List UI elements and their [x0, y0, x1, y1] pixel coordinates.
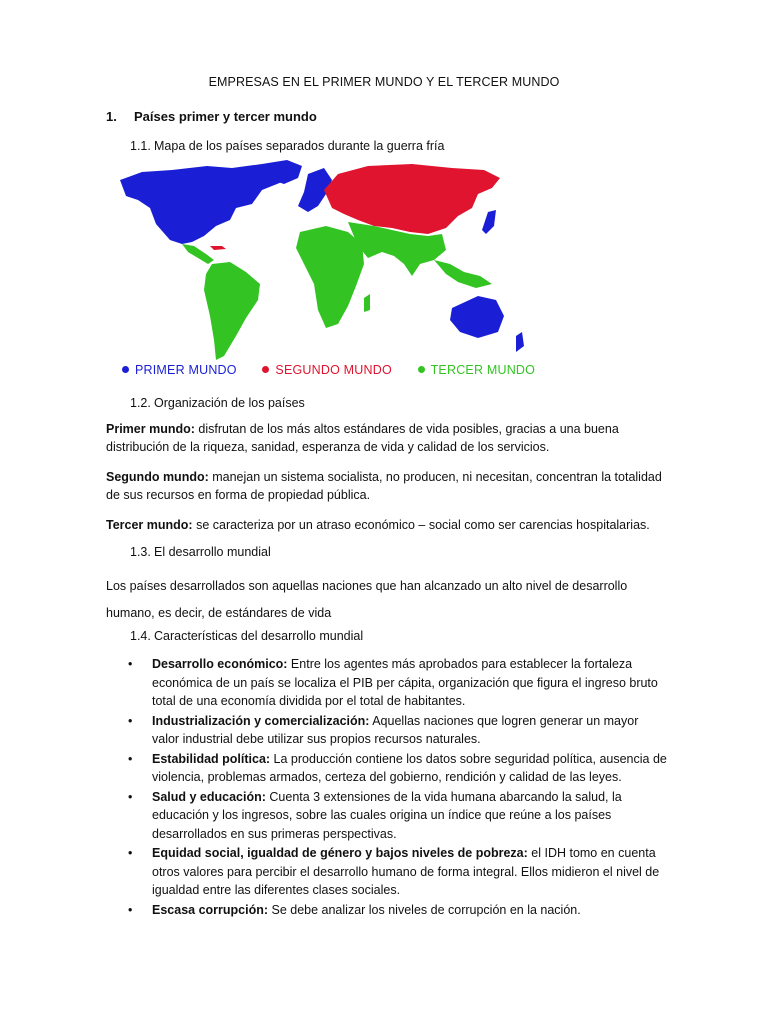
list-item	[128, 844, 668, 900]
subsection-heading-1-3	[130, 545, 271, 559]
legend-item-primer	[122, 363, 237, 377]
subsection-number: 1.2.	[130, 396, 151, 410]
document-title: EMPRESAS EN EL PRIMER MUNDO Y EL TERCER MUNDO	[208, 75, 560, 89]
bullet-text: La producción contiene los datos sobre seguridad política, ausencia de violencia, problemas armados, certeza del gobierno, rendición y calidad de las leyes.	[152, 751, 667, 784]
world-map	[112, 160, 532, 365]
bullet-text: Cuenta 3 extensiones de la vida humana abarcando la salud, la educación y los ingresos, sobre las cuales origina un índice que reúne a los países desarrollados en sus primeras perspectivas.	[152, 789, 622, 841]
japan-region	[482, 210, 496, 234]
legend-label: PRIMER MUNDO	[135, 363, 237, 377]
bullet-text: Se debe analizar los niveles de corrupción en la nación.	[268, 902, 581, 917]
subsection-number: 1.1.	[130, 139, 151, 153]
paragraph-primer-mundo	[106, 420, 666, 456]
definition-text: disfrutan de los más altos estándares de vida posibles, gracias a una buena distribución de la riqueza, sanidad, esperanza de vida y calidad de los servicios.	[106, 422, 619, 454]
term-segundo-mundo: Segundo mundo:	[106, 470, 209, 484]
south-america-region	[204, 262, 260, 360]
legend-dot-red	[262, 366, 269, 373]
legend-label: TERCER MUNDO	[430, 363, 536, 377]
cuba-region	[210, 246, 226, 250]
bullet-icon: •	[128, 789, 133, 804]
paragraph-tercer-mundo	[106, 516, 666, 534]
paragraph-desarrollo: Los países desarrollados son aquellas naciones que han alcanzado un alto nivel de desarrollo humano, es decir, de estándares de vida	[106, 579, 628, 620]
legend-item-tercer	[418, 363, 535, 377]
subsection-label: Características del desarrollo mundial	[154, 629, 364, 643]
paragraph-segundo-mundo	[106, 468, 666, 504]
term-tercer-mundo: Tercer mundo:	[106, 518, 193, 532]
australia-region	[450, 296, 504, 338]
bullet-icon: •	[128, 902, 133, 917]
new-zealand-region	[516, 332, 524, 352]
madagascar-region	[364, 294, 370, 312]
list-item	[128, 655, 668, 711]
definition-text: manejan un sistema socialista, no producen, ni necesitan, concentran la totalidad de sus recursos en forma de propiedad pública.	[106, 470, 662, 502]
subsection-label: Organización de los países	[154, 396, 305, 410]
section-number: 1.	[106, 109, 117, 124]
subsection-label: El desarrollo mundial	[154, 545, 271, 559]
southeast-asia-region	[434, 260, 492, 288]
central-america-region	[182, 244, 214, 264]
list-item	[128, 750, 668, 787]
legend-item-segundo	[262, 363, 392, 377]
subsection-number: 1.3.	[130, 545, 151, 559]
bullet-term: Equidad social, igualdad de género y bajos niveles de pobreza:	[152, 846, 528, 860]
north-america-region	[120, 164, 290, 244]
subsection-heading-1-4	[130, 629, 363, 643]
bullet-icon: •	[128, 751, 133, 766]
definition-text: se caracteriza por un atraso económico – social como ser carencias hospitalarias.	[192, 518, 650, 532]
list-item	[128, 901, 668, 920]
subsection-heading-1-1	[130, 139, 444, 153]
bullet-term: Industrialización y comercialización:	[152, 713, 370, 728]
section-label: Países primer y tercer mundo	[134, 109, 317, 124]
bullet-icon: •	[128, 713, 133, 728]
subsection-label: Mapa de los países separados durante la guerra fría	[154, 139, 445, 153]
list-item	[128, 712, 668, 749]
bullet-text: Aquellas naciones que logren generar un mayor valor industrial debe utilizar sus propios recursos naturales.	[152, 713, 639, 746]
map-legend	[122, 363, 557, 377]
legend-dot-green	[418, 366, 425, 373]
subsection-number: 1.4.	[130, 629, 151, 643]
africa-region	[296, 226, 364, 328]
list-item	[128, 788, 668, 844]
bullet-text: el IDH tomo en cuenta otros valores para percibir el desarrollo humano de forma integral. Ellos midieron el nivel de igualdad entre las diferentes clases sociales.	[152, 846, 660, 897]
subsection-heading-1-2	[130, 396, 305, 410]
section-heading-1	[106, 109, 317, 124]
term-primer-mundo: Primer mundo:	[106, 422, 195, 436]
bullet-icon: •	[128, 657, 133, 671]
bullet-text: Entre los agentes más aprobados para establecer la fortaleza económica de un país se localiza el PIB per cápita, organización que figura el ingreso bruto total de una economía dividida por el total de habitantes.	[152, 657, 658, 708]
bullet-icon: •	[128, 846, 133, 860]
legend-dot-blue	[122, 366, 129, 373]
characteristics-list	[128, 655, 668, 920]
bullet-term: Desarrollo económico:	[152, 657, 288, 671]
legend-label: SEGUNDO MUNDO	[275, 363, 392, 377]
bullet-term: Salud y educación:	[152, 789, 266, 804]
bullet-term: Escasa corrupción:	[152, 902, 269, 917]
bullet-term: Estabilidad política:	[152, 751, 271, 766]
